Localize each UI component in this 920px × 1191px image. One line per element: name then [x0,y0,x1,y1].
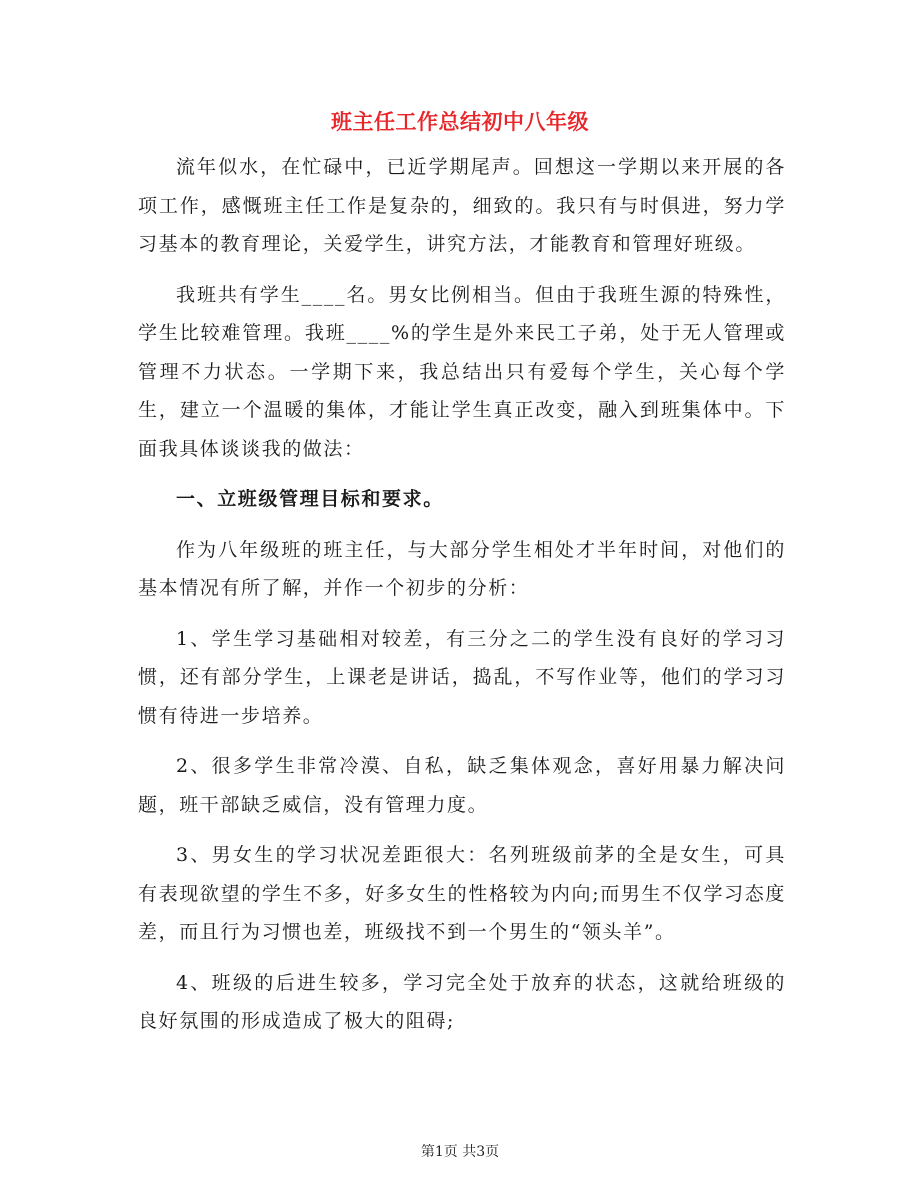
paragraph-intro: 流年似水，在忙碌中，已近学期尾声。回想这一学期以来开展的各项工作，感慨班主任工作是复杂的，细致的。我只有与时俱进，努力学习基本的教育理论，关爱学生，讲究方法，才能教育和管理好班级。 [138,156,786,255]
section-heading: 一、立班级管理目标和要求。 [176,488,444,510]
paragraph-analysis-intro: 作为八年级班的班主任，与大部分学生相处才半年时间，对他们的基本情况有所了解，并作一个初步的分析： [138,538,786,599]
list-item-3: 3、男女生的学习状况差距很大：名列班级前茅的全是女生，可具有表现欲望的学生不多，好多女生的性格较为内向;而男生不仅学习态度差，而且行为习惯也差，班级找不到一个男生的“领头羊”。 [138,844,786,943]
paragraph-class-overview: 我班共有学生____名。男女比例相当。但由于我班生源的特殊性，学生比较难管理。我班____%的学生是外来民工子弟，处于无人管理或管理不力状态。一学期下来，我总结出只有爱每个学生，关心每个学生，建立一个温暖的集体，才能让学生真正改变，融入到班集体中。下面我具体谈谈我的做法： [138,283,786,460]
document-body [138,148,786,1053]
list-item-4: 4、班级的后进生较多，学习完全处于放弃的状态，这就给班级的良好氛围的形成造成了极大的阻碍; [138,971,786,1032]
list-item-1: 1、学生学习基础相对较差，有三分之二的学生没有良好的学习习惯，还有部分学生，上课老是讲话，捣乱，不写作业等，他们的学习习惯有待进一步培养。 [138,627,786,727]
list-item-2: 2、很多学生非常冷漠、自私，缺乏集体观念，喜好用暴力解决问题，班干部缺乏威信，没有管理力度。 [138,755,786,816]
page-number-footer: 第1页 共3页 [420,1144,500,1160]
document-title: 班主任工作总结初中八年级 [331,110,589,134]
